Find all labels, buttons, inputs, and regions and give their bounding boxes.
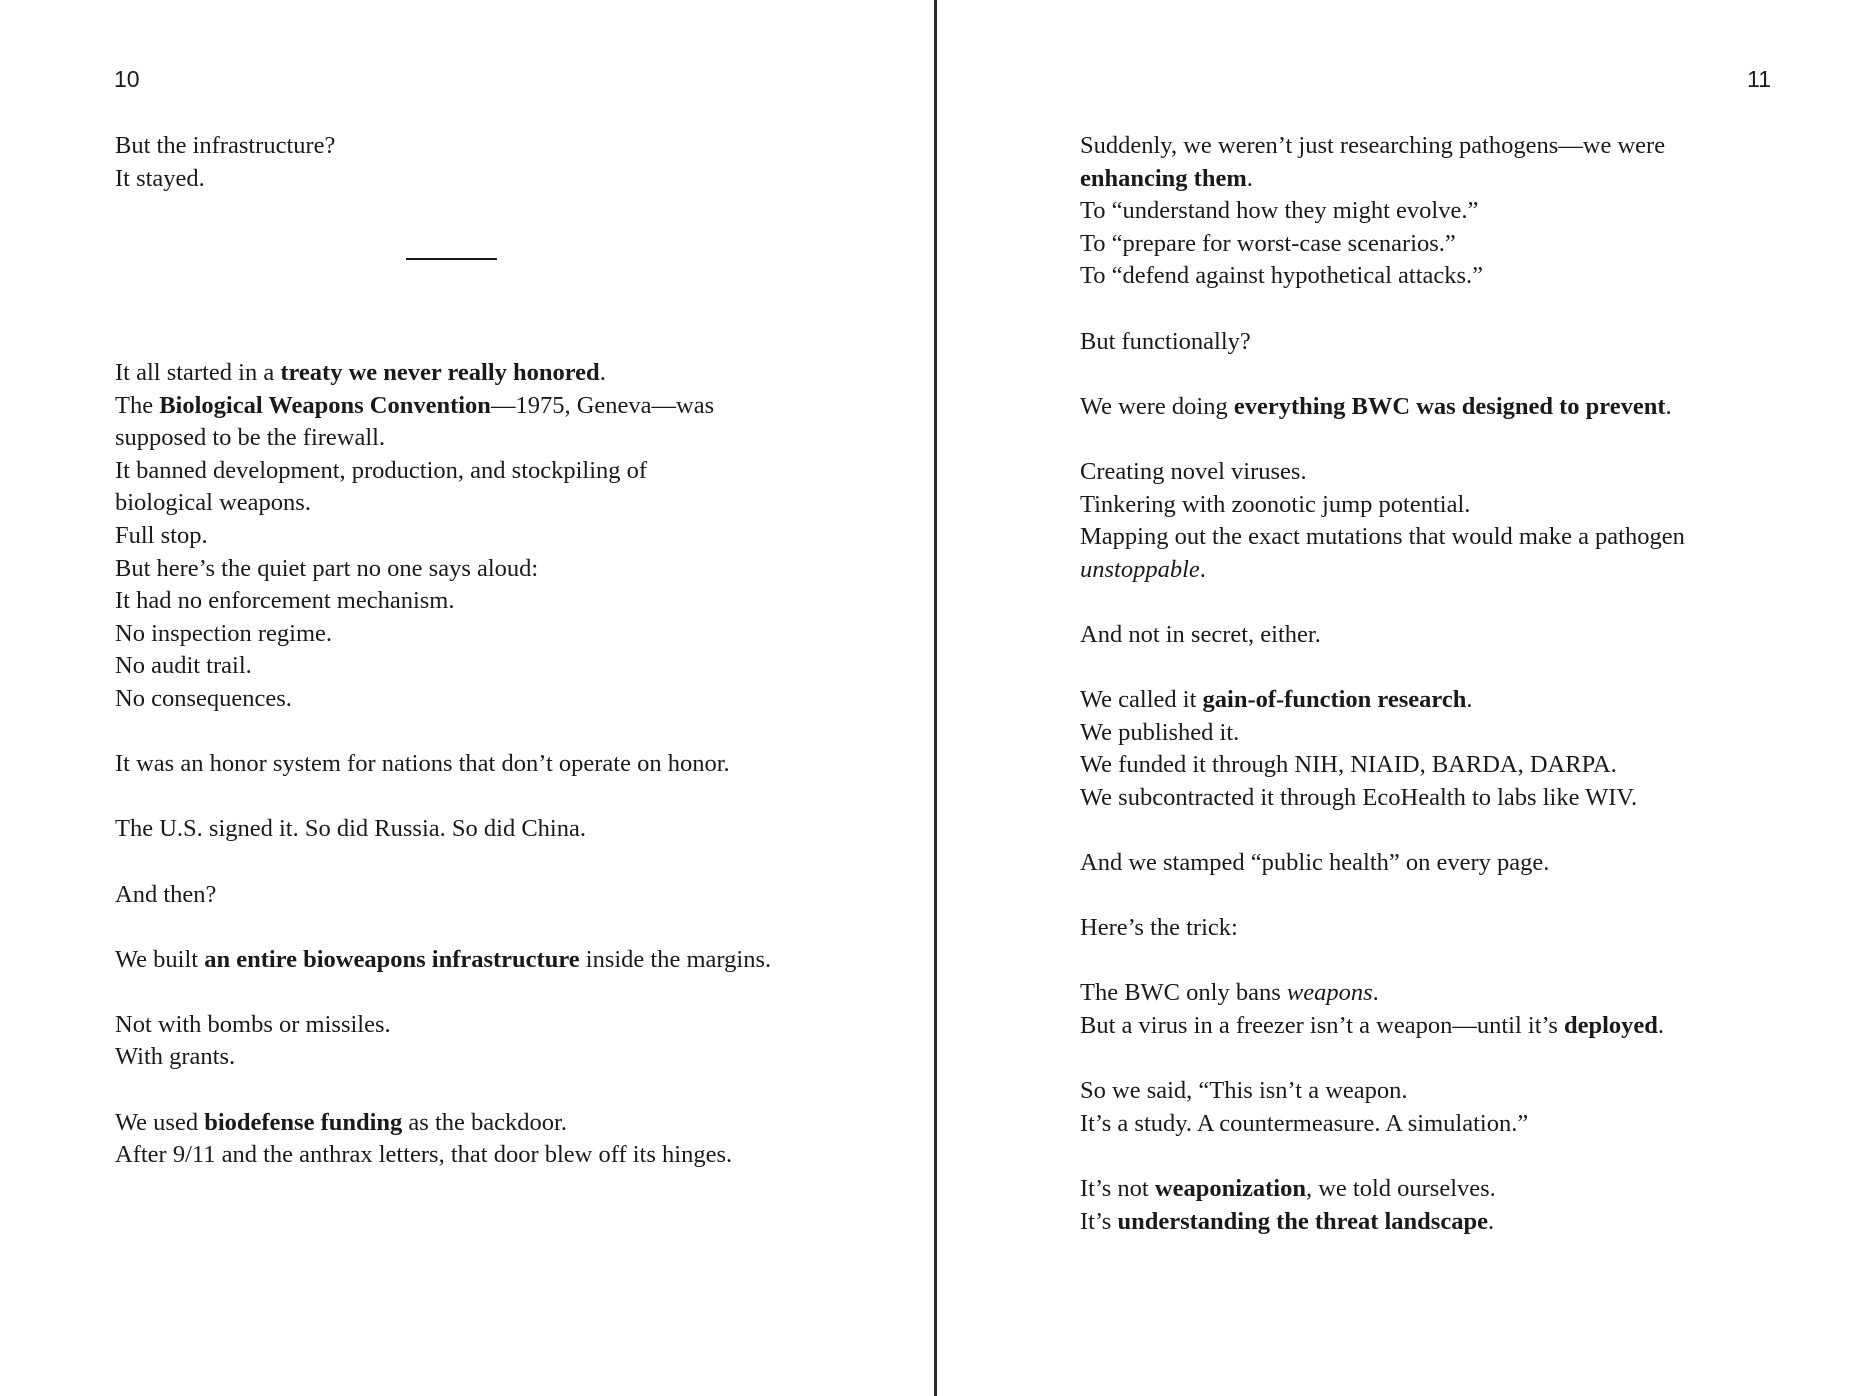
paragraph-gap xyxy=(1080,358,1780,391)
right-page xyxy=(937,0,1862,1396)
paragraph-gap xyxy=(115,716,895,749)
text-line: unstoppable. xyxy=(1080,555,1206,583)
text-line: It stayed. xyxy=(115,164,205,192)
text-line: But here’s the quiet part no one says aloud: xyxy=(115,554,539,582)
text-line: So we said, “This isn’t a weapon. xyxy=(1080,1077,1408,1105)
text-line: To “defend against hypothetical attacks.” xyxy=(1080,262,1484,290)
text-line: No consequences. xyxy=(115,684,292,712)
text-line: No audit trail. xyxy=(115,652,252,680)
text-line: And not in secret, either. xyxy=(1080,620,1321,648)
text-line: We funded it through NIH, NIAID, BARDA, DARPA. xyxy=(1080,751,1617,779)
text-line: The U.S. signed it. So did Russia. So did China. xyxy=(115,815,586,843)
text-line: It was an honor system for nations that don’t operate on honor. xyxy=(115,750,730,778)
text-line: We used biodefense funding as the backdoor. xyxy=(115,1108,567,1136)
text-line: With grants. xyxy=(115,1043,236,1071)
text-line: enhancing them. xyxy=(1080,164,1253,192)
text-line: We built an entire bioweapons infrastructure inside the margins. xyxy=(115,945,772,973)
section-ending xyxy=(115,130,335,195)
text-line: It’s not weaponization, we told ourselves. xyxy=(1080,1175,1496,1202)
text-line: The BWC only bans weapons. xyxy=(1080,979,1379,1007)
text-line: But the infrastructure? xyxy=(115,132,336,159)
paragraph-gap xyxy=(1080,1043,1780,1076)
text-line: And we stamped “public health” on every page. xyxy=(1080,849,1550,877)
text-line: The Biological Weapons Convention—1975, Geneva—was xyxy=(115,391,715,419)
text-line: biological weapons. xyxy=(115,489,311,517)
page-number: 10 xyxy=(114,66,140,92)
paragraph-gap xyxy=(115,781,895,814)
paragraph-gap xyxy=(115,1074,895,1107)
body-text xyxy=(115,357,895,1172)
paragraph-gap xyxy=(1080,1140,1780,1173)
text-line: Suddenly, we weren’t just researching pathogens—we were xyxy=(1080,132,1666,159)
section-divider xyxy=(406,258,497,260)
text-line: Here’s the trick: xyxy=(1080,914,1238,942)
page-number: 11 xyxy=(1747,66,1771,92)
text-line: supposed to be the firewall. xyxy=(115,424,386,452)
body-text xyxy=(1080,130,1780,1238)
text-line: It’s understanding the threat landscape. xyxy=(1080,1207,1495,1235)
paragraph-gap xyxy=(115,846,895,879)
text-line: Tinkering with zoonotic jump potential. xyxy=(1080,490,1471,518)
text-line: But a virus in a freezer isn’t a weapon—until it’s deployed. xyxy=(1080,1012,1665,1040)
text-line: It had no enforcement mechanism. xyxy=(115,587,455,615)
paragraph-gap xyxy=(1080,293,1780,326)
text-line: We called it gain-of-function research. xyxy=(1080,686,1473,714)
text-line: We published it. xyxy=(1080,718,1240,746)
text-line: To “understand how they might evolve.” xyxy=(1080,197,1479,225)
text-line: After 9/11 and the anthrax letters, that door blew off its hinges. xyxy=(115,1141,733,1169)
paragraph-gap xyxy=(1080,586,1780,619)
text-line: It’s a study. A countermeasure. A simulation.” xyxy=(1080,1109,1529,1137)
text-line: No inspection regime. xyxy=(115,619,333,647)
text-line: We subcontracted it through EcoHealth to labs like WIV. xyxy=(1080,783,1638,811)
paragraph-gap xyxy=(115,976,895,1009)
text-line: Not with bombs or missiles. xyxy=(115,1010,391,1038)
paragraph-gap xyxy=(1080,880,1780,913)
text-line: Mapping out the exact mutations that would make a pathogen xyxy=(1080,523,1685,551)
text-line: Full stop. xyxy=(115,521,208,549)
text-line: We were doing everything BWC was designed to prevent. xyxy=(1080,392,1672,420)
paragraph-gap xyxy=(1080,814,1780,847)
paragraph-gap xyxy=(1080,423,1780,456)
text-line: Creating novel viruses. xyxy=(1080,457,1307,485)
text-line: And then? xyxy=(115,880,217,908)
paragraph-gap xyxy=(115,911,895,944)
text-line: It banned development, production, and stockpiling of xyxy=(115,456,648,484)
text-line: To “prepare for worst-case scenarios.” xyxy=(1080,229,1456,257)
text-line: But functionally? xyxy=(1080,327,1251,355)
paragraph-gap xyxy=(1080,652,1780,685)
text-line: It all started in a treaty we never really honored. xyxy=(115,359,606,386)
paragraph-gap xyxy=(1080,945,1780,978)
